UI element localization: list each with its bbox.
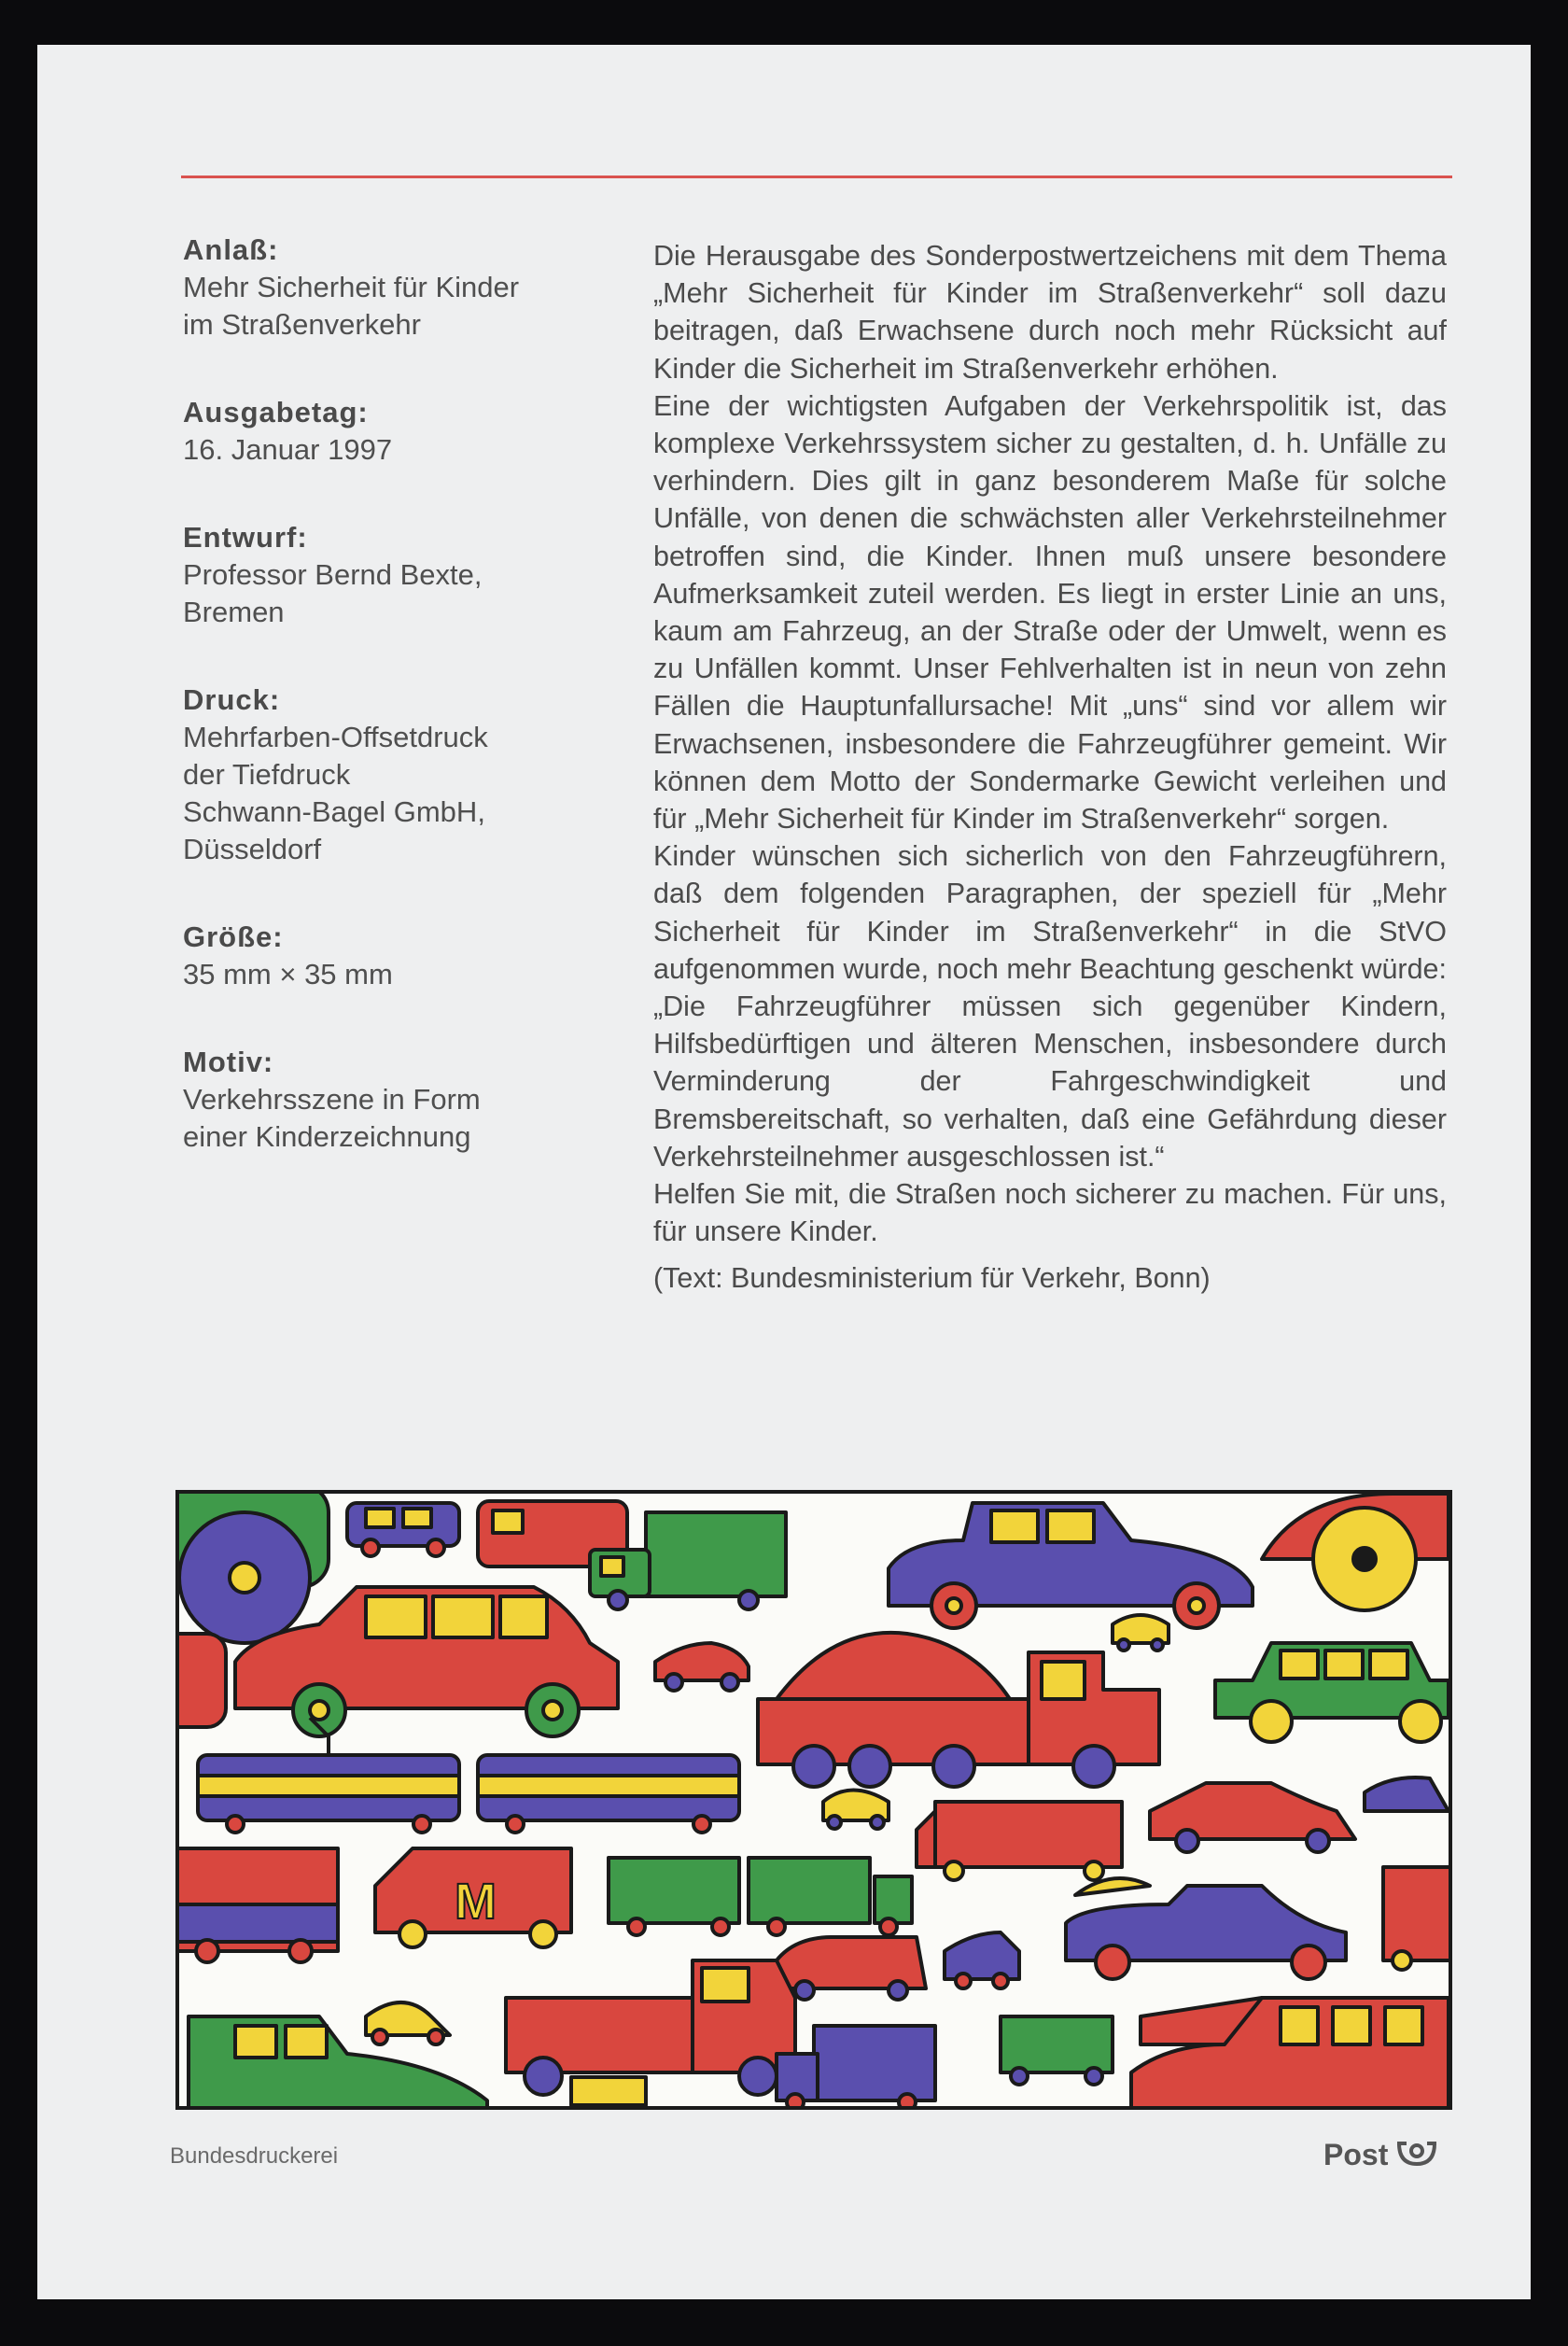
section-label: Druck:	[183, 683, 281, 716]
section-groesse	[183, 919, 622, 993]
traffic-scene-drawing	[179, 1494, 1449, 2106]
section-entwurf	[183, 519, 622, 631]
red-divider	[181, 176, 1452, 178]
section-ausgabetag	[183, 394, 622, 469]
section-label: Größe:	[183, 920, 284, 953]
section-value: Mehr Sicherheit für Kinder im Straßenverkehr	[183, 271, 520, 341]
section-value: Mehrfarben-Offsetdruck der Tiefdruck Schwann-Bagel GmbH, Düsseldorf	[183, 721, 488, 865]
section-motiv	[183, 1044, 622, 1156]
traffic-illustration	[175, 1490, 1452, 2110]
body-paragraph-3: Kinder wünschen sich sicherlich von den Fahrzeugführern, daß dem folgenden Paragraphen, der speziell für „Mehr Sicherheit für Kinder im Straßenverkehr“ in die StVO aufgenommen wurde, noch mehr Beachtung geschenkt würde: „Die Fahrzeugführer müssen sich gegenüber Kindern, Hilfsbedürftigen und älteren Menschen, insbesondere durch Verminderung der Fahrgeschwindigkeit und Bremsbereitschaft, so verhalten, daß eine Gefährdung dieser Verkehrsteilnehmer ausgeschlossen ist.“	[653, 840, 1447, 1173]
section-value: 16. Januar 1997	[183, 433, 393, 466]
tram-sign-letter: M	[455, 1874, 497, 1930]
section-anlass	[183, 232, 622, 344]
post-horn-icon	[1393, 2136, 1440, 2173]
section-label: Entwurf:	[183, 521, 308, 554]
section-value: 35 mm × 35 mm	[183, 958, 393, 990]
details-column	[183, 232, 622, 1206]
post-logo-text: Post	[1323, 2137, 1389, 2171]
section-druck	[183, 681, 622, 868]
body-paragraph-2: Eine der wichtigsten Aufgaben der Verkehrspolitik ist, das komplexe Verkehrssystem sicher zu gestalten, d. h. Unfälle zu verhindern. Dies gilt in ganz besonderem Maße für solche Unfälle, von denen die schwächsten aller Verkehrsteilnehmer betroffen sind, die Kinder. Ihnen muß unsere besondere Aufmerksamkeit zuteil werden. Es liegt in erster Linie an uns, kaum am Fahrzeug, an der Straße oder der Umwelt, wenn es zu Unfällen kommt. Unser Fehlverhalten ist in neun von zehn Fällen die Hauptunfallursache! Mit „uns“ sind vor allem wir Erwachsenen, insbesondere die Fahrzeugführer gemeint. Wir können dem Motto der Sondermarke Gewicht verleihen und für „Mehr Sicherheit für Kinder im Straßenverkehr“ sorgen.	[653, 389, 1447, 836]
text-credit: (Text: Bundesministerium für Verkehr, Bonn)	[653, 1262, 1211, 1295]
printer-credit: Bundesdruckerei	[170, 2143, 339, 2169]
section-value: Professor Bernd Bexte, Bremen	[183, 558, 483, 628]
body-paragraph-1: Die Herausgabe des Sonderpostwertzeichens mit dem Thema „Mehr Sicherheit für Kinder im Straßenverkehr“ soll dazu beitragen, daß Erwachsene durch noch mehr Rücksicht auf Kinder die Sicherheit im Straßenverkehr erhöhen.	[653, 240, 1447, 385]
body-paragraph-4: Helfen Sie mit, die Straßen noch sicherer zu machen. Für uns, für unsere Kinder.	[653, 1178, 1447, 1248]
section-label: Ausgabetag:	[183, 396, 369, 428]
stamp-info-sheet	[37, 45, 1531, 2299]
post-logo	[1323, 2136, 1440, 2173]
section-label: Anlaß:	[183, 233, 279, 266]
section-label: Motiv:	[183, 1046, 274, 1078]
body-text	[653, 237, 1447, 1298]
section-value: Verkehrsszene in Form einer Kinderzeichnung	[183, 1083, 481, 1153]
